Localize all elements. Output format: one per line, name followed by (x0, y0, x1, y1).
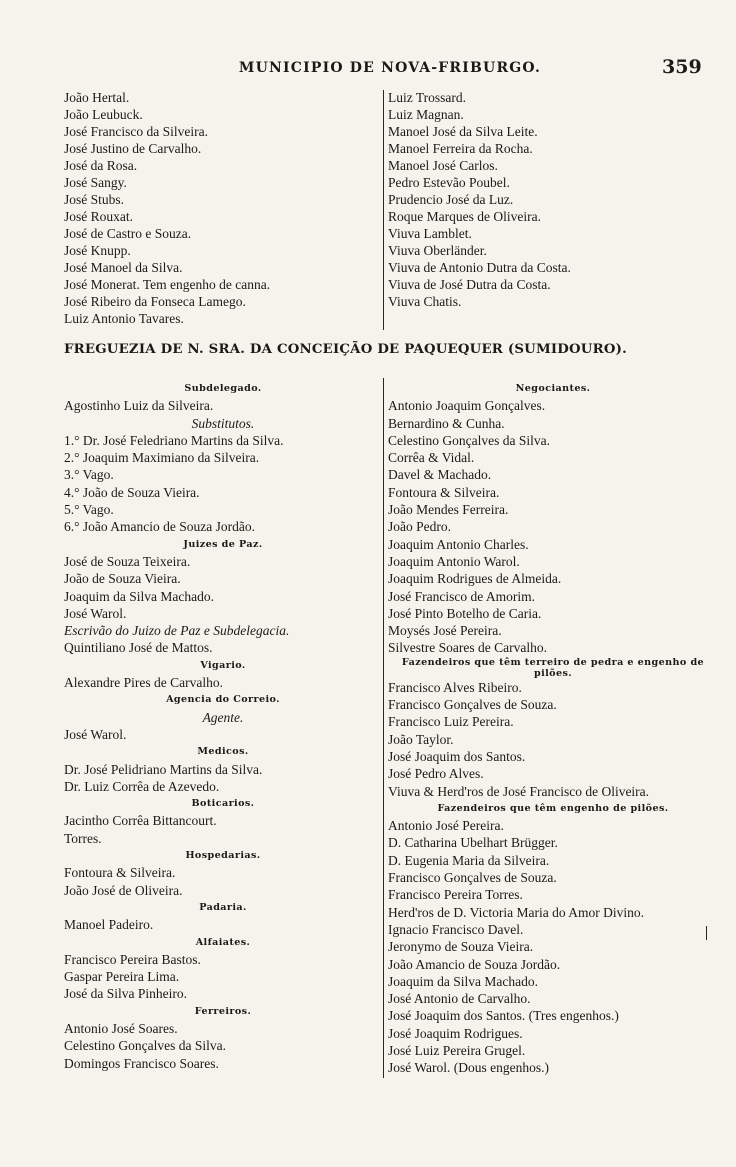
top-right-column (388, 89, 718, 310)
category-heading: Boticarios. (191, 798, 255, 810)
list-item: José da Rosa. (64, 158, 138, 173)
list-item: João Amancio de Souza Jordão. (388, 956, 561, 972)
page-header-title: MUNICIPIO DE NOVA-FRIBURGO. (238, 60, 542, 76)
category-heading: Juizes de Paz. (183, 538, 263, 550)
list-item: 4.° João de Souza Vieira. (64, 484, 200, 500)
list-item: Francisco Gonçalves de Souza. (388, 870, 557, 886)
category-heading: Medicos. (197, 746, 249, 758)
list-item: Herd'ros de D. Victoria Maria do Amor Divino. (388, 904, 644, 920)
list-item: Francisco Pereira Bastos. (64, 951, 201, 967)
list-item: José Joaquim dos Santos. (Tres engenhos.) (388, 1008, 619, 1024)
list-item: José Luiz Pereira Grugel. (388, 1042, 526, 1058)
category-heading: Negociantes. (515, 383, 591, 394)
list-item: Joaquim Antonio Warol. (388, 553, 520, 569)
list-item: Manoel Ferreira da Rocha. (388, 141, 533, 156)
list-item: Luiz Magnan. (388, 107, 464, 122)
category-heading: Fazendeiros que têm engenho de pilões. (437, 802, 669, 814)
list-item: Francisco Luiz Pereira. (388, 714, 514, 730)
list-item: José Francisco de Amorim. (388, 588, 535, 604)
list-item: João Pedro. (388, 519, 451, 535)
list-item: Antonio José Pereira. (388, 818, 504, 834)
list-item: Luiz Antonio Tavares. (64, 311, 184, 326)
list-item: José de Souza Teixeira. (64, 553, 191, 569)
role-heading: Agente. (202, 709, 244, 725)
list-item: Jeronymo de Souza Vieira. (388, 939, 534, 955)
list-item: Bernardino & Cunha. (388, 415, 505, 431)
category-heading: Fazendeiros que têm terreiro de pedra e engenho de pilões. (401, 656, 705, 679)
list-item: José Warol. (64, 605, 127, 621)
column-divider (383, 90, 384, 330)
list-item: Joaquim da Silva Machado. (64, 588, 214, 604)
list-item: D. Catharina Ubelhart Brügger. (388, 835, 558, 851)
list-item: Jacintho Corrêa Bittancourt. (64, 813, 217, 829)
list-item: Manoel José da Silva Leite. (388, 124, 538, 139)
list-item: Alexandre Pires de Carvalho. (64, 675, 223, 691)
list-item: Ignacio Francisco Davel. (388, 921, 524, 937)
list-item: Viuva Oberländer. (388, 243, 487, 258)
list-item: Antonio José Soares. (64, 1020, 178, 1036)
list-item: José Sangy. (64, 175, 127, 190)
list-item: Fontoura & Silveira. (388, 484, 500, 500)
list-item: José Antonio de Carvalho. (388, 991, 531, 1007)
list-item: Moysés José Pereira. (388, 623, 502, 639)
list-item: José Knupp. (64, 243, 131, 258)
role-heading: Escrivão do Juizo de Paz e Subdelegacia. (64, 623, 290, 639)
list-item: Dr. José Pelidriano Martins da Silva. (64, 761, 263, 777)
list-item: Viuva de José Dutra da Costa. (388, 277, 551, 292)
list-item: José Ribeiro da Fonseca Lamego. (64, 294, 246, 309)
list-item: José Monerat. Tem engenho de canna. (64, 277, 271, 292)
list-item: José Manoel da Silva. (64, 260, 183, 275)
list-item: Francisco Gonçalves de Souza. (388, 697, 557, 713)
list-item: Joaquim Rodrigues de Almeida. (388, 571, 562, 587)
list-item: Silvestre Soares de Carvalho. (388, 640, 547, 656)
list-item: D. Eugenia Maria da Silveira. (388, 852, 550, 868)
list-item: 5.° Vago. (64, 502, 114, 518)
category-heading: Padaria. (199, 901, 247, 913)
list-item: 3.° Vago. (64, 467, 114, 483)
list-item: José Pedro Alves. (388, 766, 484, 782)
list-item: José Justino de Carvalho. (64, 141, 202, 156)
bottom-right-column (388, 380, 718, 1077)
category-heading: Vigario. (200, 659, 246, 671)
list-item: Joaquim da Silva Machado. (388, 973, 538, 989)
list-item: Viuva Lamblet. (388, 226, 472, 241)
list-item: Agostinho Luiz da Silveira. (64, 398, 214, 414)
list-item: José da Silva Pinheiro. (64, 986, 187, 1002)
list-item: José Rouxat. (64, 209, 133, 224)
list-item: João Hertal. (64, 90, 130, 105)
list-item: Fontoura & Silveira. (64, 865, 176, 881)
list-item: Quintiliano José de Mattos. (64, 640, 213, 656)
list-item: José Joaquim dos Santos. (388, 748, 526, 764)
list-item: Davel & Machado. (388, 467, 492, 483)
list-item: José de Castro e Souza. (64, 226, 192, 241)
list-item: 1.° Dr. José Feledriano Martins da Silva. (64, 432, 284, 448)
category-heading: Ferreiros. (194, 1005, 252, 1017)
list-item: João Leubuck. (64, 107, 143, 122)
list-item: Gaspar Pereira Lima. (64, 969, 180, 985)
margin-mark (706, 926, 707, 940)
list-item: José Francisco da Silveira. (64, 124, 208, 139)
list-item: Roque Marques de Oliveira. (388, 209, 541, 224)
list-item: 2.° Joaquim Maximiano da Silveira. (64, 450, 260, 466)
list-item: João Taylor. (388, 731, 454, 747)
list-item: Luiz Trossard. (388, 90, 467, 105)
list-item: Prudencio José da Luz. (388, 192, 514, 207)
list-item: José Warol. (Dous engenhos.) (388, 1060, 550, 1076)
list-item: Antonio Joaquim Gonçalves. (388, 398, 546, 414)
list-item: Celestino Gonçalves da Silva. (64, 1038, 226, 1054)
list-item: Viuva Chatis. (388, 294, 462, 309)
list-item: Domingos Francisco Soares. (64, 1055, 219, 1071)
list-item: Pedro Estevão Poubel. (388, 175, 510, 190)
role-heading: Substitutos. (191, 415, 255, 431)
list-item: José Warol. (64, 726, 127, 742)
section-heading: FREGUEZIA DE N. SRA. DA CONCEIÇÃO DE PAQUEQUER (SUMIDOURO). (64, 342, 627, 357)
list-item: Corrêa & Vidal. (388, 450, 475, 466)
list-item: Viuva de Antonio Dutra da Costa. (388, 260, 571, 275)
list-item: José Pinto Botelho de Caria. (388, 605, 542, 621)
list-item: João José de Oliveira. (64, 882, 183, 898)
category-heading: Subdelegado. (184, 383, 262, 394)
category-heading: Alfaiates. (195, 936, 251, 948)
page-number: 359 (662, 56, 702, 78)
category-heading: Hospedarias. (185, 850, 261, 862)
list-item: Manoel José Carlos. (388, 158, 498, 173)
category-heading: Agencia do Correio. (166, 694, 280, 706)
bottom-left-column (64, 380, 382, 1072)
list-item: João de Souza Vieira. (64, 571, 181, 587)
list-item: Torres. (64, 830, 102, 846)
list-item: Manoel Padeiro. (64, 917, 154, 933)
list-item: Francisco Pereira Torres. (388, 887, 523, 903)
list-item: José Joaquim Rodrigues. (388, 1025, 523, 1041)
list-item: Francisco Alves Ribeiro. (388, 679, 522, 695)
list-item: Dr. Luiz Corrêa de Azevedo. (64, 778, 220, 794)
list-item: 6.° João Amancio de Souza Jordão. (64, 519, 255, 535)
list-item: Joaquim Antonio Charles. (388, 536, 529, 552)
list-item: Viuva & Herd'ros de José Francisco de Oliveira. (388, 783, 650, 799)
top-left-column (64, 89, 380, 327)
list-item: José Stubs. (64, 192, 125, 207)
column-divider (383, 378, 384, 1078)
list-item: João Mendes Ferreira. (388, 502, 509, 518)
list-item: Celestino Gonçalves da Silva. (388, 432, 550, 448)
